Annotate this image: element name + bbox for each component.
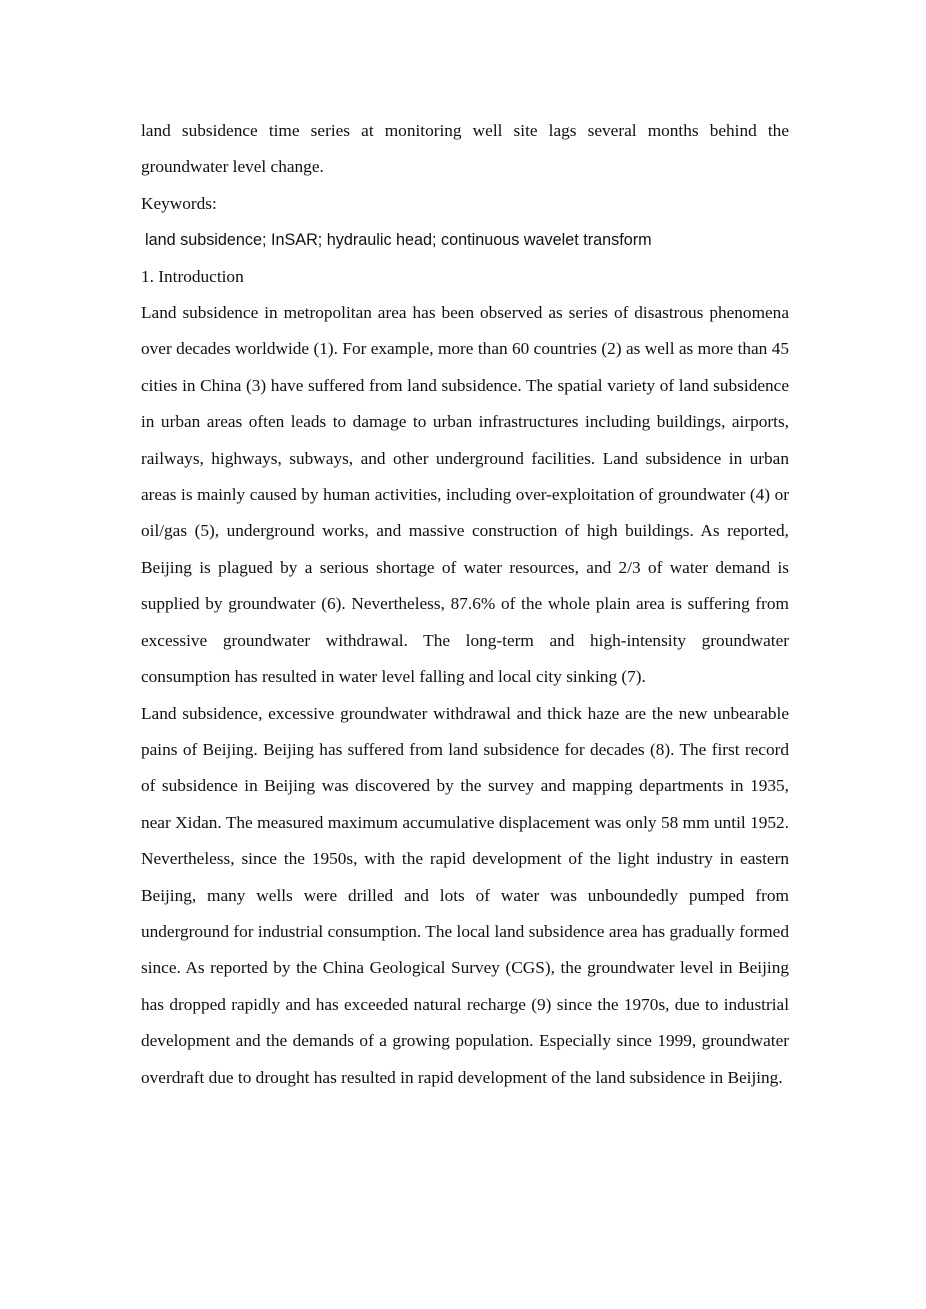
document-page bbox=[141, 113, 789, 1096]
intro-paragraph-2: Land subsidence, excessive groundwater withdrawal and thick haze are the new unbearable pains of Beijing. Beijing has suffered from land subsidence for decades (8). The first record of subsidence in Beijing was discovered by the survey and mapping departments in 1935, near Xidan. The measured maximum accumulative displacement was only 58 mm until 1952. Nevertheless, since the 1950s, with the rapid development of the light industry in eastern Beijing, many wells were drilled and lots of water was unboundedly pumped from underground for industrial consumption. The local land subsidence area has gradually formed since. As reported by the China Geological Survey (CGS), the groundwater level in Beijing has dropped rapidly and has exceeded natural recharge (9) since the 1970s, due to industrial development and the demands of a growing population. Especially since 1999, groundwater overdraft due to drought has resulted in rapid development of the land subsidence in Beijing. bbox=[141, 703, 789, 1087]
section-heading: 1. Introduction bbox=[141, 266, 244, 286]
abstract-continuation: land subsidence time series at monitoring well site lags several months behind the groundwater level change. bbox=[141, 121, 789, 177]
keywords-list: land subsidence; InSAR; hydraulic head; continuous wavelet transform bbox=[145, 231, 652, 250]
intro-paragraph-1: Land subsidence in metropolitan area has been observed as series of disastrous phenomena over decades worldwide (1). For example, more than 60 countries (2) as well as more than 45 cities in China (3) have suffered from land subsidence. The spatial variety of land subsidence in urban areas often leads to damage to urban infrastructures including buildings, airports, railways, highways, subways, and other underground facilities. Land subsidence in urban areas is mainly caused by human activities, including over-exploitation of groundwater (4) or oil/gas (5), underground works, and massive construction of high buildings. As reported, Beijing is plagued by a serious shortage of water resources, and 2/3 of water demand is supplied by groundwater (6). Nevertheless, 87.6% of the whole plain area is suffering from excessive groundwater withdrawal. The long-term and high-intensity groundwater consumption has resulted in water level falling and local city sinking (7). bbox=[141, 303, 789, 687]
keywords-label: Keywords: bbox=[141, 193, 217, 213]
